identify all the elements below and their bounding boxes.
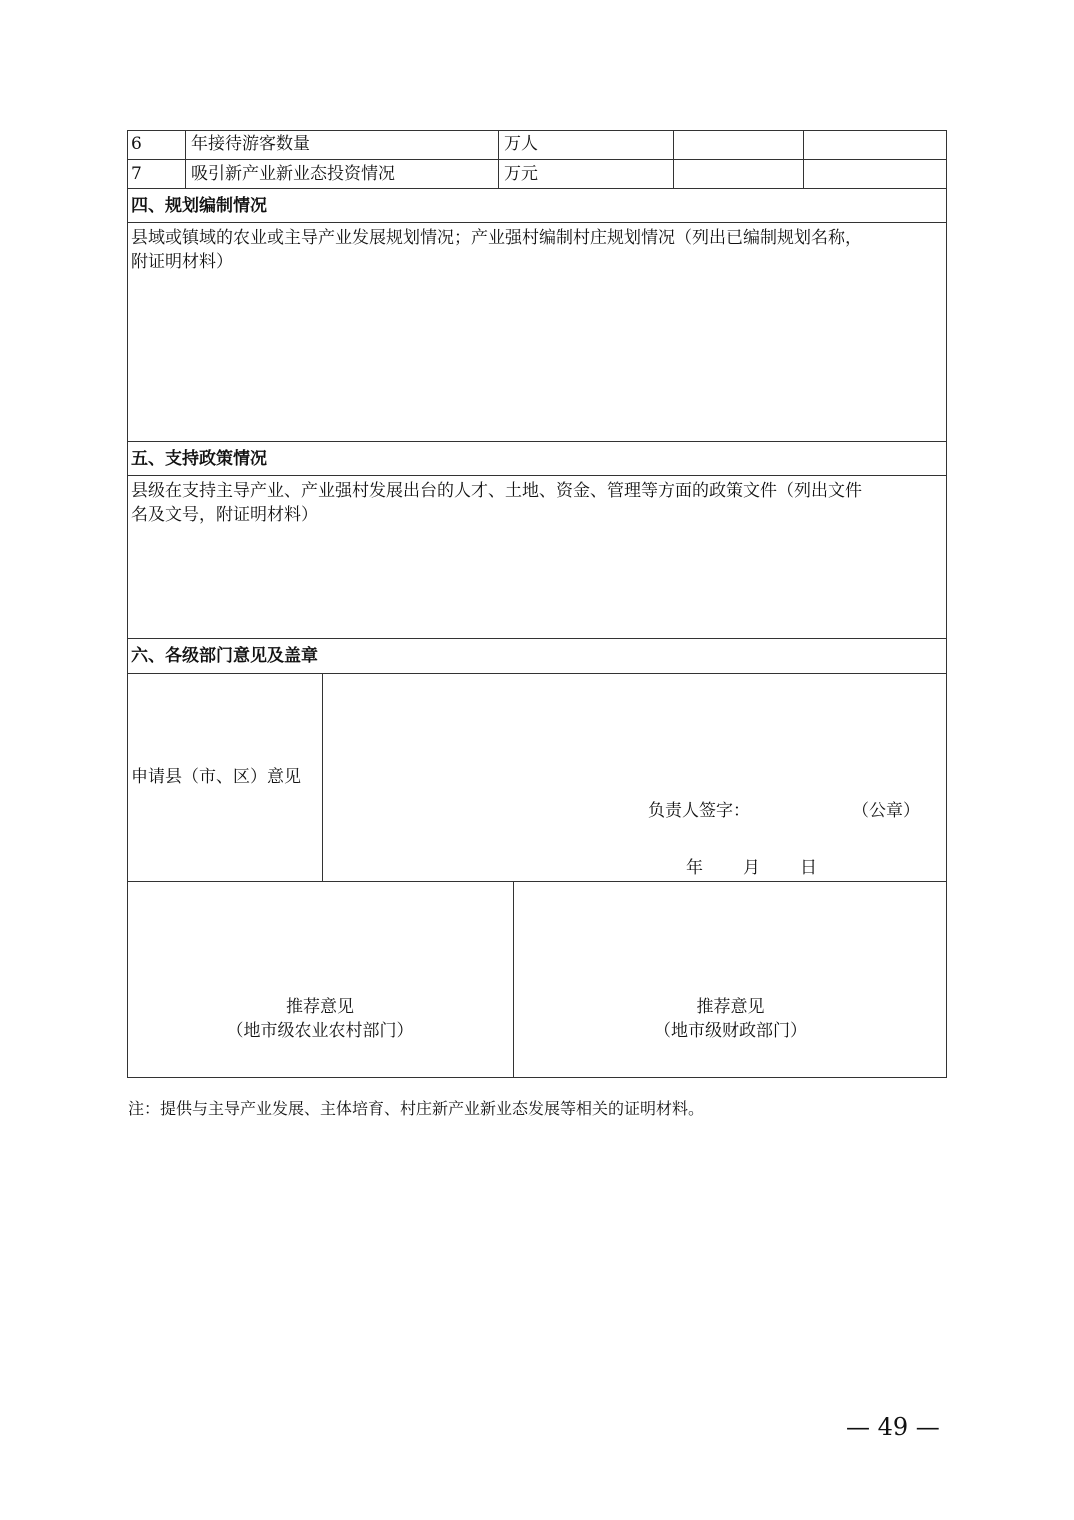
table-border-right [946, 130, 947, 1078]
row-number: 6 [131, 134, 142, 154]
row-item-label: 吸引新产业新业态投资情况 [191, 164, 395, 184]
row-divider [127, 222, 947, 223]
section-description: 名及文号，附证明材料） [131, 505, 318, 525]
table-border-left [127, 130, 128, 1078]
recommendation-department: （地市级财政部门） [654, 1021, 807, 1041]
row-divider [127, 881, 947, 882]
row-divider [127, 673, 947, 674]
col-divider [803, 130, 804, 188]
section-description: 县域或镇域的农业或主导产业发展规划情况；产业强村编制村庄规划情况（列出已编制规划名称， [131, 228, 862, 248]
county-opinion-label: 申请县（市、区）意见 [131, 767, 301, 787]
section-title: 五、支持政策情况 [131, 449, 267, 469]
row-divider [127, 475, 947, 476]
row-divider [127, 638, 947, 639]
col-divider [513, 881, 514, 1078]
footnote: 注：提供与主导产业发展、主体培育、村庄新产业新业态发展等相关的证明材料。 [128, 1099, 705, 1118]
table-border-top [127, 130, 947, 131]
col-divider [673, 130, 674, 188]
row-item-label: 年接待游客数量 [191, 134, 310, 154]
date-month-label: 月 [743, 858, 760, 878]
application-form-table [127, 130, 947, 1078]
col-divider [322, 673, 323, 881]
page-number: — 49 — [846, 1413, 940, 1441]
row-divider [127, 188, 947, 189]
col-divider [185, 130, 186, 188]
row-unit: 万人 [504, 134, 538, 154]
signature-label: 负责人签字： [648, 801, 750, 821]
section-title: 六、各级部门意见及盖章 [131, 646, 318, 666]
row-unit: 万元 [504, 164, 538, 184]
section-description: 附证明材料） [131, 252, 233, 272]
seal-label: （公章） [852, 801, 920, 821]
section-description: 县级在支持主导产业、产业强村发展出台的人才、土地、资金、管理等方面的政策文件（列出文件 [131, 481, 862, 501]
row-divider [127, 441, 947, 442]
recommendation-department: （地市级农业农村部门） [226, 1021, 414, 1041]
section-title: 四、规划编制情况 [131, 196, 267, 216]
table-border-bottom [127, 1077, 947, 1078]
row-number: 7 [131, 164, 142, 184]
row-divider [127, 159, 947, 160]
date-year-label: 年 [686, 858, 703, 878]
date-day-label: 日 [800, 858, 817, 878]
recommendation-title: 推荐意见 [286, 997, 354, 1017]
col-divider [498, 130, 499, 188]
recommendation-title: 推荐意见 [696, 997, 765, 1017]
